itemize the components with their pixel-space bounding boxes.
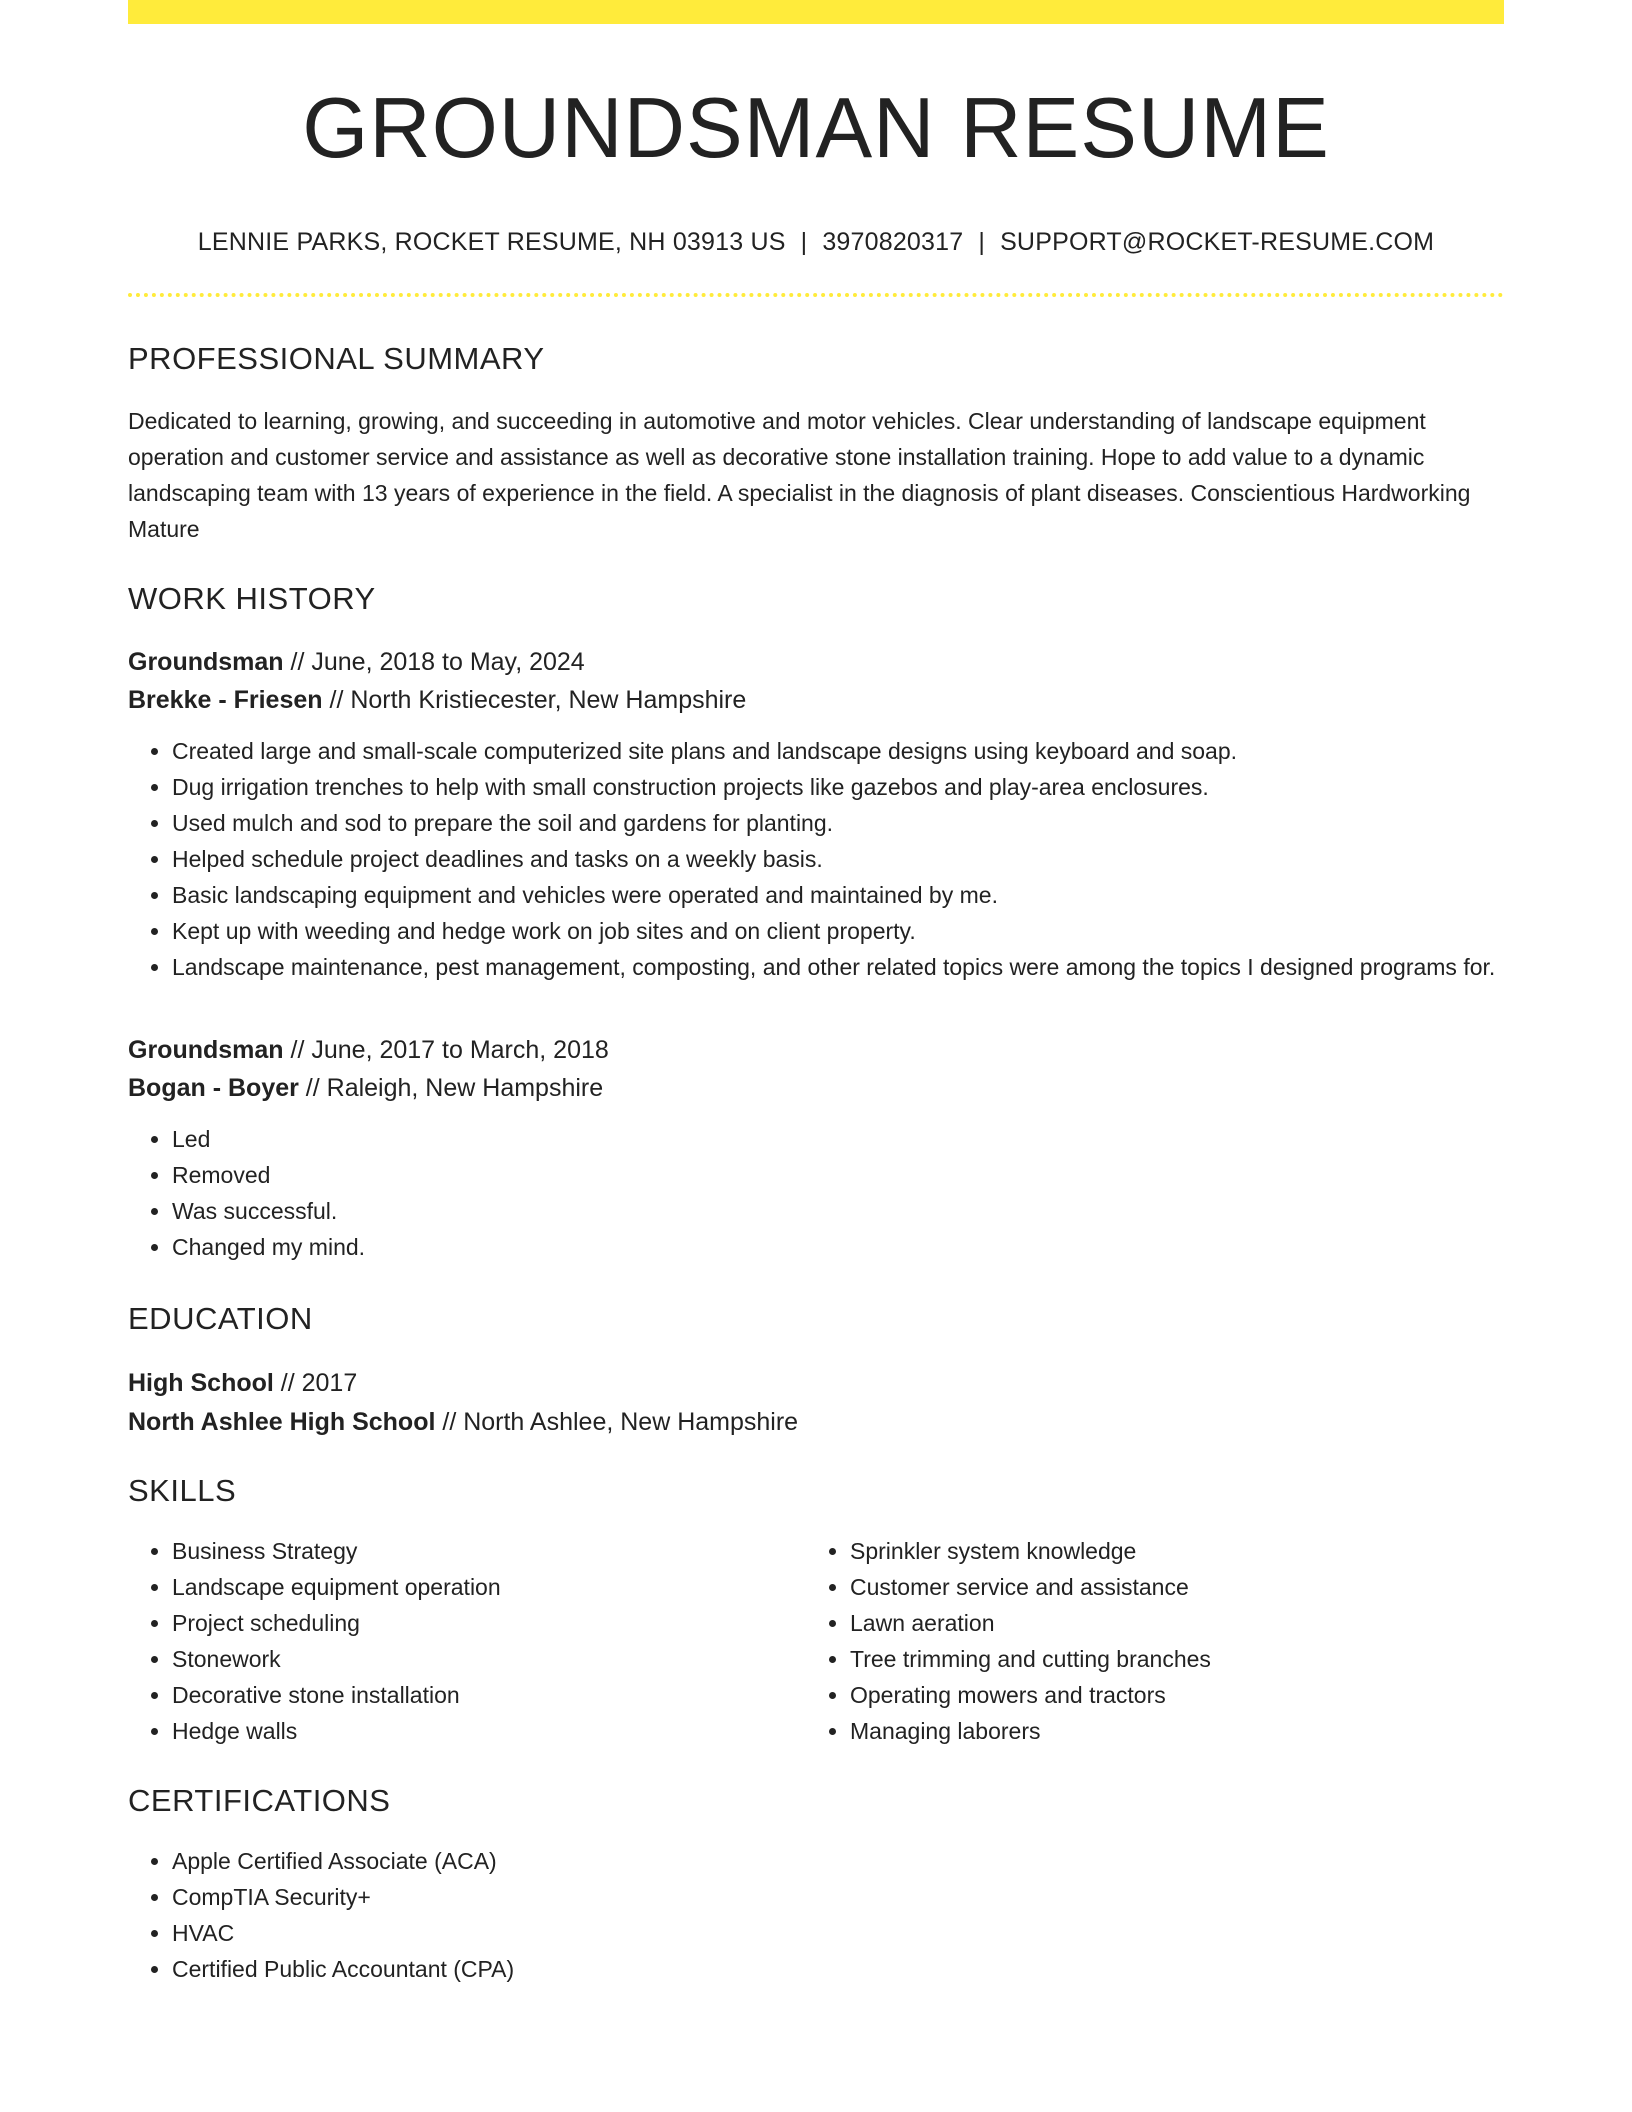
job-employer: Brekke - Friesen [128, 685, 323, 714]
skills-column-right [806, 1533, 1484, 1749]
resume-page [128, 0, 1504, 1987]
education-heading: EDUCATION [128, 1300, 313, 1336]
contact-phone: 3970820317 [822, 227, 964, 256]
contact-line [128, 228, 1504, 257]
list-item: • Kept up with weeding and hedge work on job sites and on client property. [172, 913, 1504, 949]
education-location: // North Ashlee, New Hampshire [435, 1407, 799, 1436]
skills-heading: SKILLS [128, 1472, 237, 1508]
skills-list-right [806, 1533, 1484, 1749]
job-title-line [128, 643, 1504, 681]
certifications-list [128, 1843, 1504, 1987]
education-school: North Ashlee High School [128, 1407, 436, 1436]
list-item: • Dug irrigation trenches to help with small construction projects like gazebos and play-area enclosures. [172, 769, 1504, 805]
job-employer: Bogan - Boyer [128, 1073, 299, 1102]
dotted-divider [128, 293, 1504, 297]
contact-separator: | [978, 227, 986, 256]
job-bullet-list [128, 1121, 1504, 1265]
job-location: // Raleigh, New Hampshire [298, 1073, 604, 1102]
list-item: • Landscape equipment operation [172, 1569, 806, 1605]
certifications-heading: CERTIFICATIONS [128, 1782, 391, 1818]
list-item: • Was successful. [172, 1193, 1504, 1229]
job-employer-line [128, 1069, 1504, 1107]
skills-column-left [128, 1533, 806, 1749]
job-entry [128, 643, 1504, 985]
list-item: • Customer service and assistance [850, 1569, 1484, 1605]
list-item: • Used mulch and sod to prepare the soil and gardens for planting. [172, 805, 1504, 841]
list-item: • Helped schedule project deadlines and tasks on a weekly basis. [172, 841, 1504, 877]
list-item: • Stonework [172, 1641, 806, 1677]
list-item: • CompTIA Security+ [172, 1879, 1504, 1915]
job-employer-line [128, 681, 1504, 719]
list-item: • HVAC [172, 1915, 1504, 1951]
summary-heading: PROFESSIONAL SUMMARY [128, 340, 545, 376]
list-item: • Apple Certified Associate (ACA) [172, 1843, 1504, 1879]
job-title-line [128, 1031, 1504, 1069]
list-item: • Certified Public Accountant (CPA) [172, 1951, 1504, 1987]
summary-text: Dedicated to learning, growing, and succeeding in automotive and motor vehicles. Clear understanding of landscape equipment operation and customer service and assistance as well as decorative stone installation training. Hope to add value to a dynamic landscaping team with 13 years of experience in the field. A specialist in the diagnosis of plant diseases. Conscientious Hardworking Mature [128, 407, 1471, 542]
job-dates: // June, 2017 to March, 2018 [283, 1035, 609, 1064]
list-item: • Tree trimming and cutting branches [850, 1641, 1484, 1677]
list-item: • Changed my mind. [172, 1229, 1504, 1265]
skills-columns [128, 1533, 1504, 1749]
list-item: • Hedge walls [172, 1713, 806, 1749]
list-item: • Basic landscaping equipment and vehicles were operated and maintained by me. [172, 877, 1504, 913]
contact-email: SUPPORT@ROCKET-RESUME.COM [1000, 227, 1435, 256]
list-item: • Operating mowers and tractors [850, 1677, 1484, 1713]
job-title: Groundsman [128, 1035, 284, 1064]
job-bullet-list [128, 733, 1504, 985]
job-dates: // June, 2018 to May, 2024 [283, 647, 585, 676]
contact-separator: | [800, 227, 808, 256]
education-degree-line [128, 1363, 1504, 1403]
work-history-heading: WORK HISTORY [128, 580, 376, 616]
top-accent-bar [128, 0, 1504, 24]
education-school-line [128, 1403, 1504, 1441]
list-item: • Landscape maintenance, pest management, composting, and other related topics were among the topics I designed programs for. [172, 949, 1504, 985]
list-item: • Lawn aeration [850, 1605, 1484, 1641]
list-item: • Led [172, 1121, 1504, 1157]
list-item: • Sprinkler system knowledge [850, 1533, 1484, 1569]
contact-address: LENNIE PARKS, ROCKET RESUME, NH 03913 US [197, 227, 786, 256]
job-title: Groundsman [128, 647, 284, 676]
education-degree: High School [128, 1368, 274, 1397]
list-item: • Removed [172, 1157, 1504, 1193]
education-year: // 2017 [273, 1368, 358, 1397]
skills-list-left [128, 1533, 806, 1749]
list-item: • Project scheduling [172, 1605, 806, 1641]
list-item: • Created large and small-scale computerized site plans and landscape designs using keyboard and soap. [172, 733, 1504, 769]
job-location: // North Kristiecester, New Hampshire [322, 685, 747, 714]
list-item: • Managing laborers [850, 1713, 1484, 1749]
list-item: • Business Strategy [172, 1533, 806, 1569]
resume-title: GROUNDSMAN RESUME [302, 81, 1330, 176]
job-entry [128, 1031, 1504, 1265]
list-item: • Decorative stone installation [172, 1677, 806, 1713]
